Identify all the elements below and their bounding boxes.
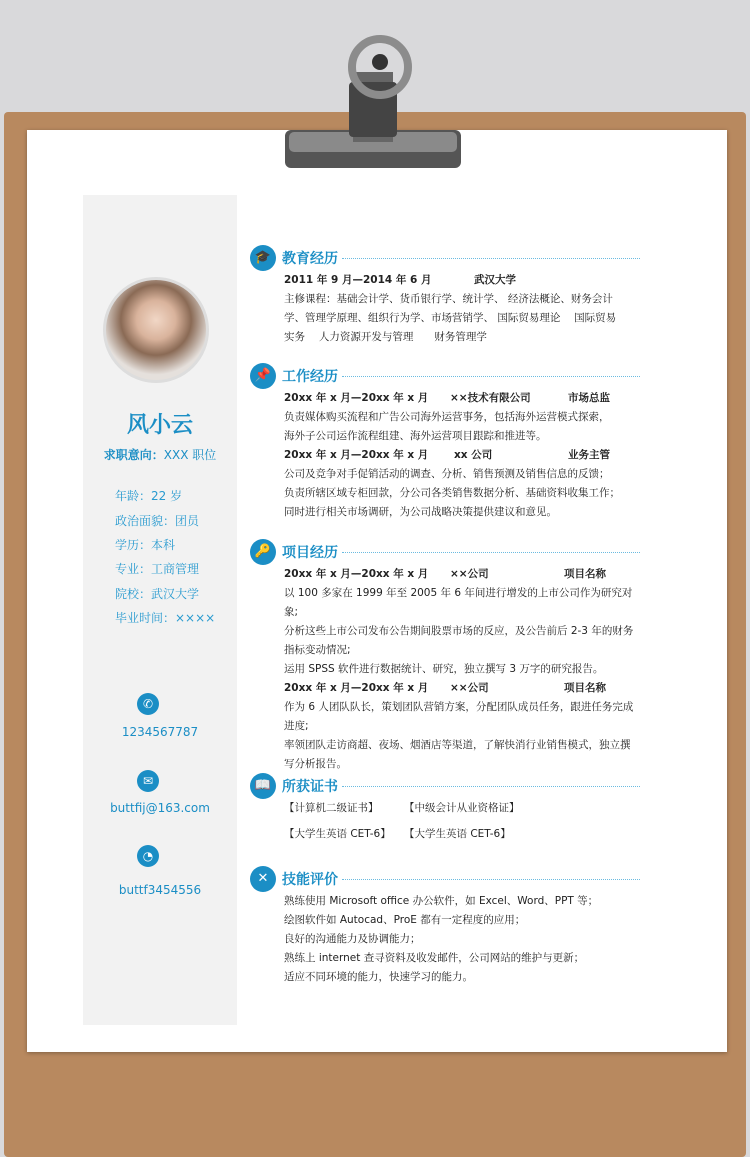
info-degree: 学历：本科 [115,538,176,552]
period: 2011 年 9 月—2014 年 6 月 [284,274,432,286]
section-projects [250,539,640,774]
project-name: 项目名称 [564,568,606,580]
info-school: 院校：武汉大学 [115,587,200,601]
section-skills [250,866,640,987]
divider [342,879,640,880]
phone-number: 1234567787 [121,725,199,739]
graduation-cap-icon: 🎓 [250,245,276,271]
duty-line: 公司及竞争对手促销活动的调查、分析、销售预测及销售信息的反馈； [284,468,610,480]
section-certificates [250,773,640,851]
project-line: 写分析报告。 [284,758,347,770]
project-line: 分析这些上市公司发布公告期间股票市场的反应，及公告前后 2-3 年的财务 [284,625,634,637]
info-politics: 政治面貌：团员 [115,514,200,528]
project-line: 率领团队走访商超、夜场、烟酒店等渠道，了解快消行业销售模式，独立撰 [284,739,631,751]
certificate: 【计算机二级证书】 [284,802,379,814]
wechat-icon: ◔ [137,845,159,867]
binder-clip [285,22,461,170]
role: 业务主管 [568,449,610,461]
period: 20xx 年 x 月—20xx 年 x 月 [284,568,429,580]
email-icon: ✉ [137,770,159,792]
section-work [250,363,640,522]
project-line: 作为 6 人团队队长，策划团队营销方案，分配团队成员任务，跟进任务完成 [284,701,634,713]
candidate-name: 风小云 [126,413,193,438]
intent-value: XXX 职位 [163,448,217,462]
skill-line: 良好的沟通能力及协调能力； [284,933,421,945]
project-line: 以 100 多家在 1999 年至 2005 年 6 年间进行增发的上市公司作为研究对象; [284,587,633,618]
course-line: 主修课程：基础会计学、货币银行学、统计学、 经济法概论、财务会计 [284,293,613,305]
certificate: 【大学生英语 CET-6】 [284,828,391,840]
project-name: 项目名称 [564,682,606,694]
section-title: 所获证书 [282,779,338,795]
period: 20xx 年 x 月—20xx 年 x 月 [284,682,429,694]
project-line: 运用 SPSS 软件进行数据统计、研究，独立撰写 3 万字的研究报告。 [284,663,604,675]
avatar [103,277,209,383]
divider [342,376,640,377]
certificate: 【大学生英语 CET-6】 [404,828,511,840]
info-graduation: 毕业时间：×××× [115,611,216,625]
duty-line: 同时进行相关市场调研，为公司战略决策提供建议和意见。 [284,506,557,518]
book-icon: 📖 [250,773,276,799]
section-title: 工作经历 [282,369,338,385]
phone-icon: ✆ [137,693,159,715]
course-line: 实务 人力资源开发与管理 财务管理学 [284,331,487,343]
skill-line: 熟练使用 Microsoft office 办公软件，如 Excel、Word、PPT 等； [284,895,599,907]
duty-line: 负责所辖区域专柜回款，分公司各类销售数据分析、基础资料收集工作； [284,487,620,499]
email-address: buttfij@163.com [110,801,210,815]
info-age: 年龄：22 岁 [115,489,183,503]
section-title: 项目经历 [282,545,338,561]
divider [342,786,640,787]
company: ××公司 [450,568,489,580]
period: 20xx 年 x 月—20xx 年 x 月 [284,449,429,461]
key-icon: 🔑 [250,539,276,565]
divider [342,258,640,259]
duty-line: 海外子公司运作流程组建、海外运营项目跟踪和推进等。 [284,430,547,442]
project-line: 指标变动情况; [284,644,351,656]
divider [342,552,640,553]
info-major: 专业：工商管理 [115,562,200,576]
company: xx 公司 [454,449,493,461]
wechat-id: buttf3454556 [118,883,202,897]
skill-line: 熟练上 internet 查寻资料及收发邮件，公司网站的维护与更新； [284,952,585,964]
duty-line: 负责媒体购买流程和广告公司海外运营事务，包括海外运营模式探索， [284,411,610,423]
course-line: 学、管理学原理、组织行为学、市场营销学、 国际贸易理论 国际贸易 [284,312,617,324]
section-title: 教育经历 [282,251,338,267]
company: ××技术有限公司 [450,392,531,404]
section-education [250,245,640,347]
pushpin-icon: 📌 [250,363,276,389]
company: ××公司 [450,682,489,694]
skill-line: 绘图软件如 Autocad、ProE 都有一定程度的应用； [284,914,526,926]
intent-label: 求职意向： [103,448,164,462]
tools-icon: ✕ [250,866,276,892]
school: 武汉大学 [474,274,516,286]
section-title: 技能评价 [282,872,338,888]
skill-line: 适应不同环境的能力，快速学习的能力。 [284,971,473,983]
period: 20xx 年 x 月—20xx 年 x 月 [284,392,429,404]
certificate: 【中级会计从业资格证】 [404,802,520,814]
role: 市场总监 [568,392,610,404]
project-line: 进度; [284,720,309,732]
job-intent [83,446,237,463]
